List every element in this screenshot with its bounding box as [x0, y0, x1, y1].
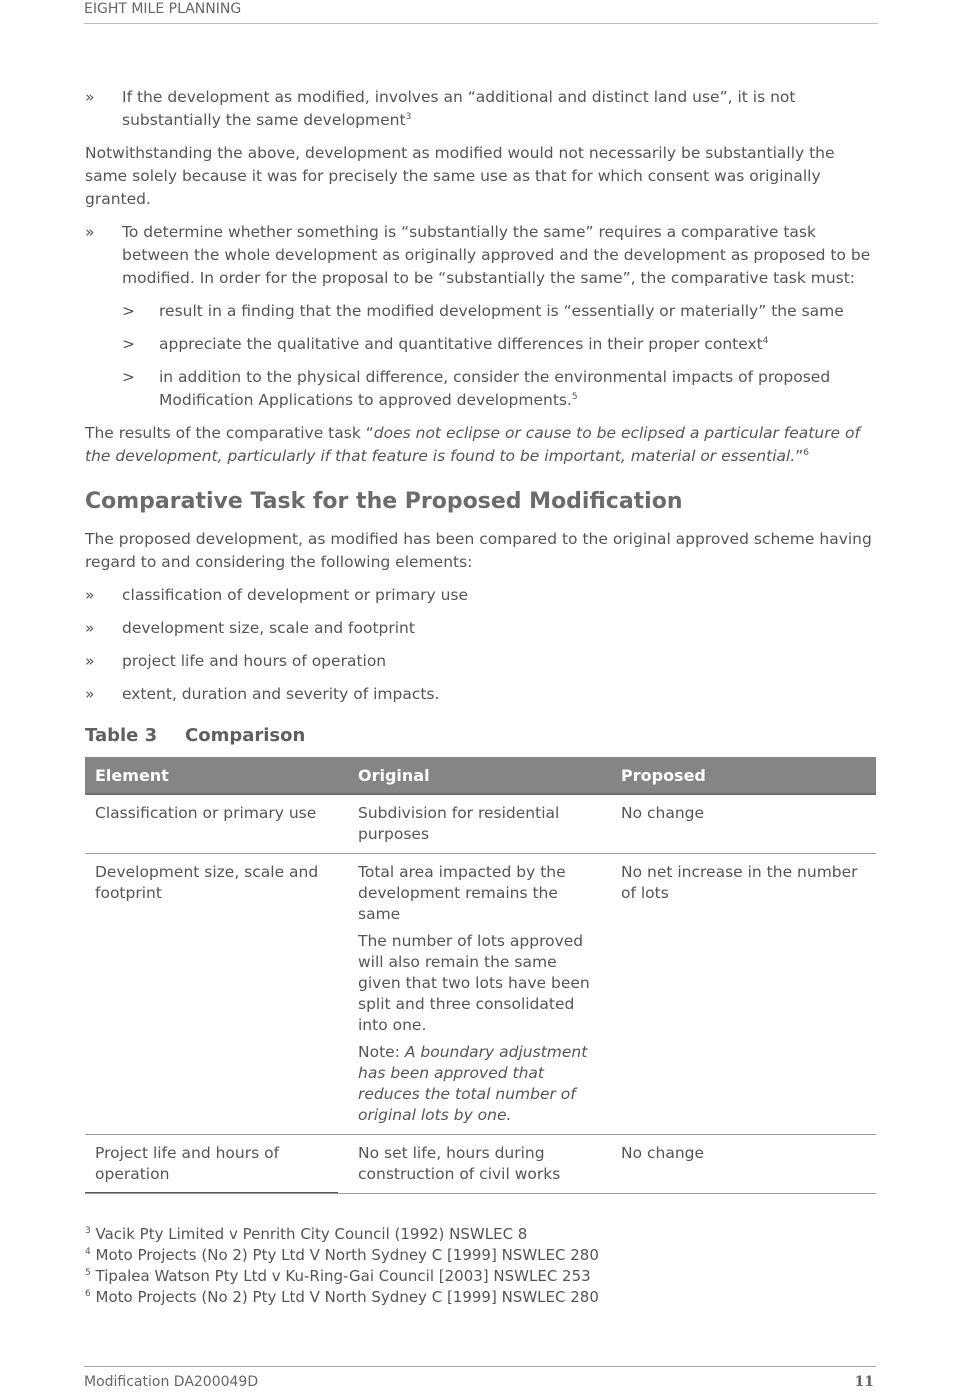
cell-original: Subdivision for residential purposes [348, 794, 611, 854]
paragraph: Notwithstanding the above, development as modified would not necessarily be substantially the same solely because it was for precisely the same use as that for which consent was originally granted. [85, 144, 835, 208]
footnote-divider [85, 1192, 338, 1193]
bullet-marker: » [85, 586, 95, 604]
footnote-ref: 4 [762, 335, 769, 346]
quote-lead: The results of the comparative task “ [85, 424, 374, 442]
cell-paragraph: The number of lots approved will also remain the same given that two lots have been split and three consolidated into one. [358, 932, 590, 1034]
table-row [85, 854, 876, 1135]
footnote [85, 1266, 599, 1287]
main-content [85, 86, 877, 1194]
bullet-text: To determine whether something is “substantially the same” requires a comparative task between the whole development as originally approved and the development as proposed to be modified. In order for the proposal to be “substantially the same”, the comparative task must: [122, 223, 871, 287]
footnote-text: Moto Projects (No 2) Pty Ltd V North Sydney C [1999] NSWLEC 280 [95, 1246, 599, 1264]
footnote [85, 1245, 599, 1266]
bullet-text: project life and hours of operation [122, 652, 387, 670]
cell-proposed: No change [611, 1135, 876, 1194]
list-item [85, 221, 877, 290]
sub-item-text: result in a finding that the modified development is “essentially or materially” the same [159, 302, 844, 320]
sub-list-item [85, 333, 877, 356]
footnote [85, 1287, 599, 1308]
bullet-marker: » [85, 652, 95, 670]
paragraph: The proposed development, as modified has been compared to the original approved scheme having regard to and considering the following elements: [85, 530, 872, 571]
bullet-marker: » [85, 685, 95, 703]
cell-original: No set life, hours during construction of civil works [348, 1135, 611, 1194]
sub-item-text: in addition to the physical difference, consider the environmental impacts of proposed Modification Applications to approved developments. [159, 368, 831, 409]
quote-paragraph [85, 422, 877, 468]
footnote-number: 3 [85, 1226, 91, 1236]
cell-paragraph: Total area impacted by the development remains the same [358, 863, 566, 923]
footnote-ref: 5 [571, 391, 578, 402]
footnote-ref: 6 [803, 447, 810, 458]
table-row [85, 1135, 876, 1194]
bullet-marker: » [85, 619, 95, 637]
sub-list-item [85, 300, 877, 323]
note-label: Note: [358, 1043, 405, 1061]
footnote-text: Moto Projects (No 2) Pty Ltd V North Sydney C [1999] NSWLEC 280 [95, 1288, 599, 1306]
footnote [85, 1224, 599, 1245]
table-row [85, 794, 876, 854]
bullet-text: extent, duration and severity of impacts. [122, 685, 440, 703]
bullet-text: classification of development or primary use [122, 586, 469, 604]
cell-original [348, 854, 611, 1135]
comparison-table [85, 757, 876, 1194]
footnote-number: 4 [85, 1247, 91, 1257]
table-caption [85, 724, 877, 748]
cell-element: Development size, scale and footprint [85, 854, 348, 1135]
sub-marker: > [122, 335, 135, 353]
table-title: Comparison [185, 725, 306, 746]
quote-text: does not eclipse or cause to be eclipsed a particular feature of the development, particularly if that feature is found to be important, material or essential. [85, 424, 860, 465]
bullet-text: If the development as modified, involves an “additional and distinct land use”, it is not substantially the same development [122, 88, 796, 129]
table-number: Table 3 [85, 725, 158, 746]
column-header-original: Original [348, 757, 611, 794]
bullet-marker: » [85, 223, 95, 241]
list-item [85, 683, 877, 706]
cell-proposed: No change [611, 794, 876, 854]
bullet-marker: » [85, 88, 95, 106]
sub-item-text: appreciate the qualitative and quantitative differences in their proper context [159, 335, 763, 353]
page-footer [84, 1366, 876, 1397]
page-header [84, 0, 878, 24]
column-header-element: Element [85, 757, 348, 794]
document-reference: Modification DA200049D [84, 1374, 259, 1390]
footnote-number: 5 [85, 1268, 91, 1278]
sub-marker: > [122, 368, 135, 386]
column-header-proposed: Proposed [611, 757, 876, 794]
footnotes [85, 1224, 599, 1308]
cell-note [358, 1042, 601, 1126]
list-item [85, 584, 877, 607]
footnote-text: Tipalea Watson Pty Ltd v Ku-Ring-Gai Council [2003] NSWLEC 253 [95, 1267, 591, 1285]
section-heading: Comparative Task for the Proposed Modification [85, 489, 683, 514]
bullet-text: development size, scale and footprint [122, 619, 415, 637]
company-name: EIGHT MILE PLANNING [84, 1, 242, 17]
quote-close: ” [795, 447, 804, 465]
cell-element: Classification or primary use [85, 794, 348, 854]
footnote-text: Vacik Pty Limited v Penrith City Council (1992) NSWLEC 8 [95, 1225, 528, 1243]
sub-list-item [85, 366, 877, 412]
sub-marker: > [122, 302, 135, 320]
cell-proposed: No net increase in the number of lots [611, 854, 876, 1135]
list-item [85, 650, 877, 673]
list-item [85, 617, 877, 640]
footnote-ref: 3 [405, 111, 412, 122]
footnote-number: 6 [85, 1289, 91, 1299]
note-text: A boundary adjustment has been approved that reduces the total number of original lots by one. [358, 1043, 588, 1124]
list-item [85, 86, 877, 132]
cell-element: Project life and hours of operation [85, 1135, 348, 1194]
table-header-row [85, 757, 876, 794]
page-number: 11 [854, 1374, 874, 1390]
